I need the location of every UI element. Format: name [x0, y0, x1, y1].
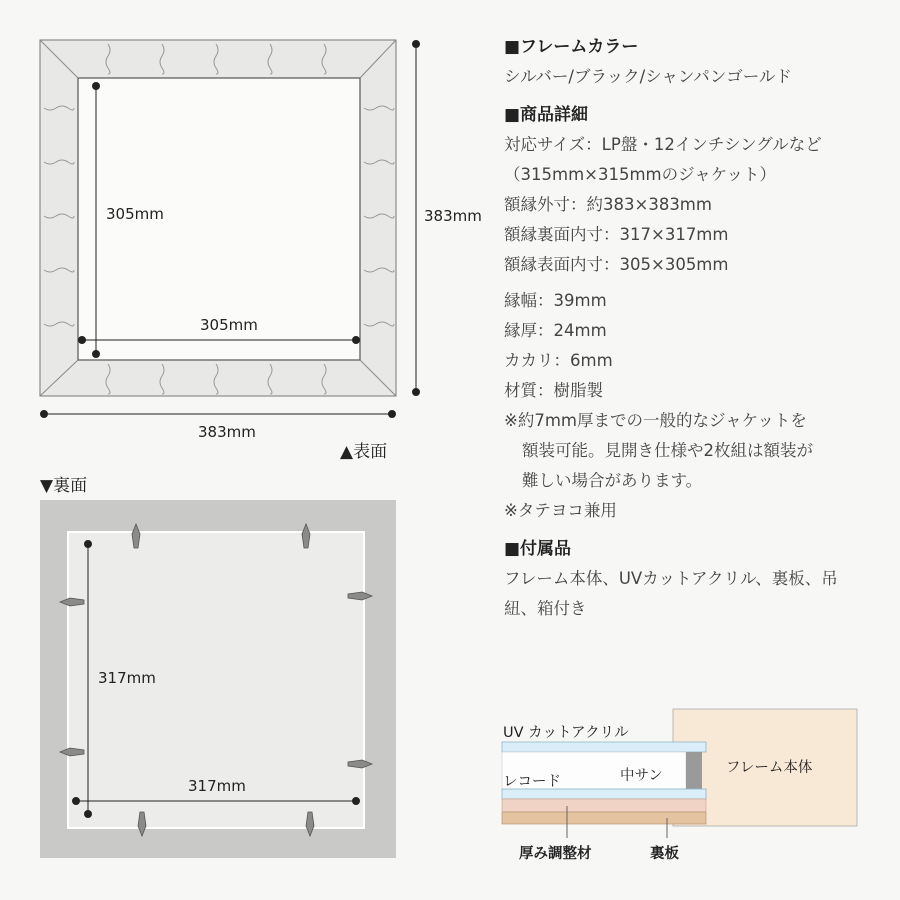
spec-detail-line: 額縁外寸：約383×383mm — [504, 195, 712, 214]
spec-detail-line: カカリ：6mm — [504, 351, 613, 370]
spec-note-2: ※タテヨコ兼用 — [504, 501, 617, 520]
spec-accessory-line: 紐、箱付き — [504, 599, 587, 618]
cross-adjust-label: 厚み調整材 — [519, 846, 592, 862]
spec-detail-line: 対応サイズ：LP盤・12インチシングルなど — [504, 135, 822, 154]
cross-spacer-label: 中サン — [620, 768, 663, 784]
spec-detail-line: （315mm×315mmのジャケット） — [504, 165, 776, 184]
back-inner-width-label: 317mm — [188, 777, 246, 795]
spec-detail-line: 額縁表面内寸：305×305mm — [504, 255, 729, 274]
cross-backboard — [502, 812, 706, 824]
cross-record-label: レコード — [503, 774, 561, 790]
spec-note-1: ※約7mm厚までの一般的なジャケットを — [504, 411, 807, 430]
front-outer-height-label: 383mm — [424, 207, 482, 225]
spec-note-1-cont: 難しい場合があります。 — [522, 471, 703, 490]
spec-detail-heading: ■商品詳細 — [504, 105, 589, 125]
spec-detail-line: 材質：樹脂製 — [504, 381, 603, 400]
cross-acrylic-label: UV カットアクリル — [503, 725, 629, 741]
front-inner-width-label: 305mm — [200, 316, 258, 334]
front-outer-width-label: 383mm — [198, 423, 256, 441]
spec-panel — [504, 32, 884, 624]
spec-detail-line: 縁幅：39mm — [504, 291, 607, 310]
cross-adjust-material — [502, 799, 706, 812]
cross-acrylic — [502, 742, 706, 752]
cross-back-label: 裏板 — [650, 846, 679, 862]
cross-frame-label: フレーム本体 — [726, 760, 813, 776]
spec-color-text: シルバー/ブラック/シャンパンゴールド — [504, 67, 792, 86]
front-caption: ▲表面 — [340, 442, 388, 462]
spec-color-heading: ■フレームカラー — [504, 37, 639, 57]
spec-note-1-cont: 額装可能。見開き仕様や2枚組は額装が — [522, 441, 813, 460]
spec-detail-line: 縁厚：24mm — [504, 321, 607, 340]
back-caption: ▼裏面 — [40, 476, 88, 496]
cross-spacer — [686, 752, 702, 789]
spec-accessory-line: フレーム本体、UVカットアクリル、裏板、吊 — [504, 569, 838, 588]
back-inner-height-label: 317mm — [98, 669, 156, 687]
spec-detail-line: 額縁裏面内寸：317×317mm — [504, 225, 729, 244]
front-inner-height-label: 305mm — [106, 205, 164, 223]
spec-accessory-heading: ■付属品 — [504, 539, 572, 559]
